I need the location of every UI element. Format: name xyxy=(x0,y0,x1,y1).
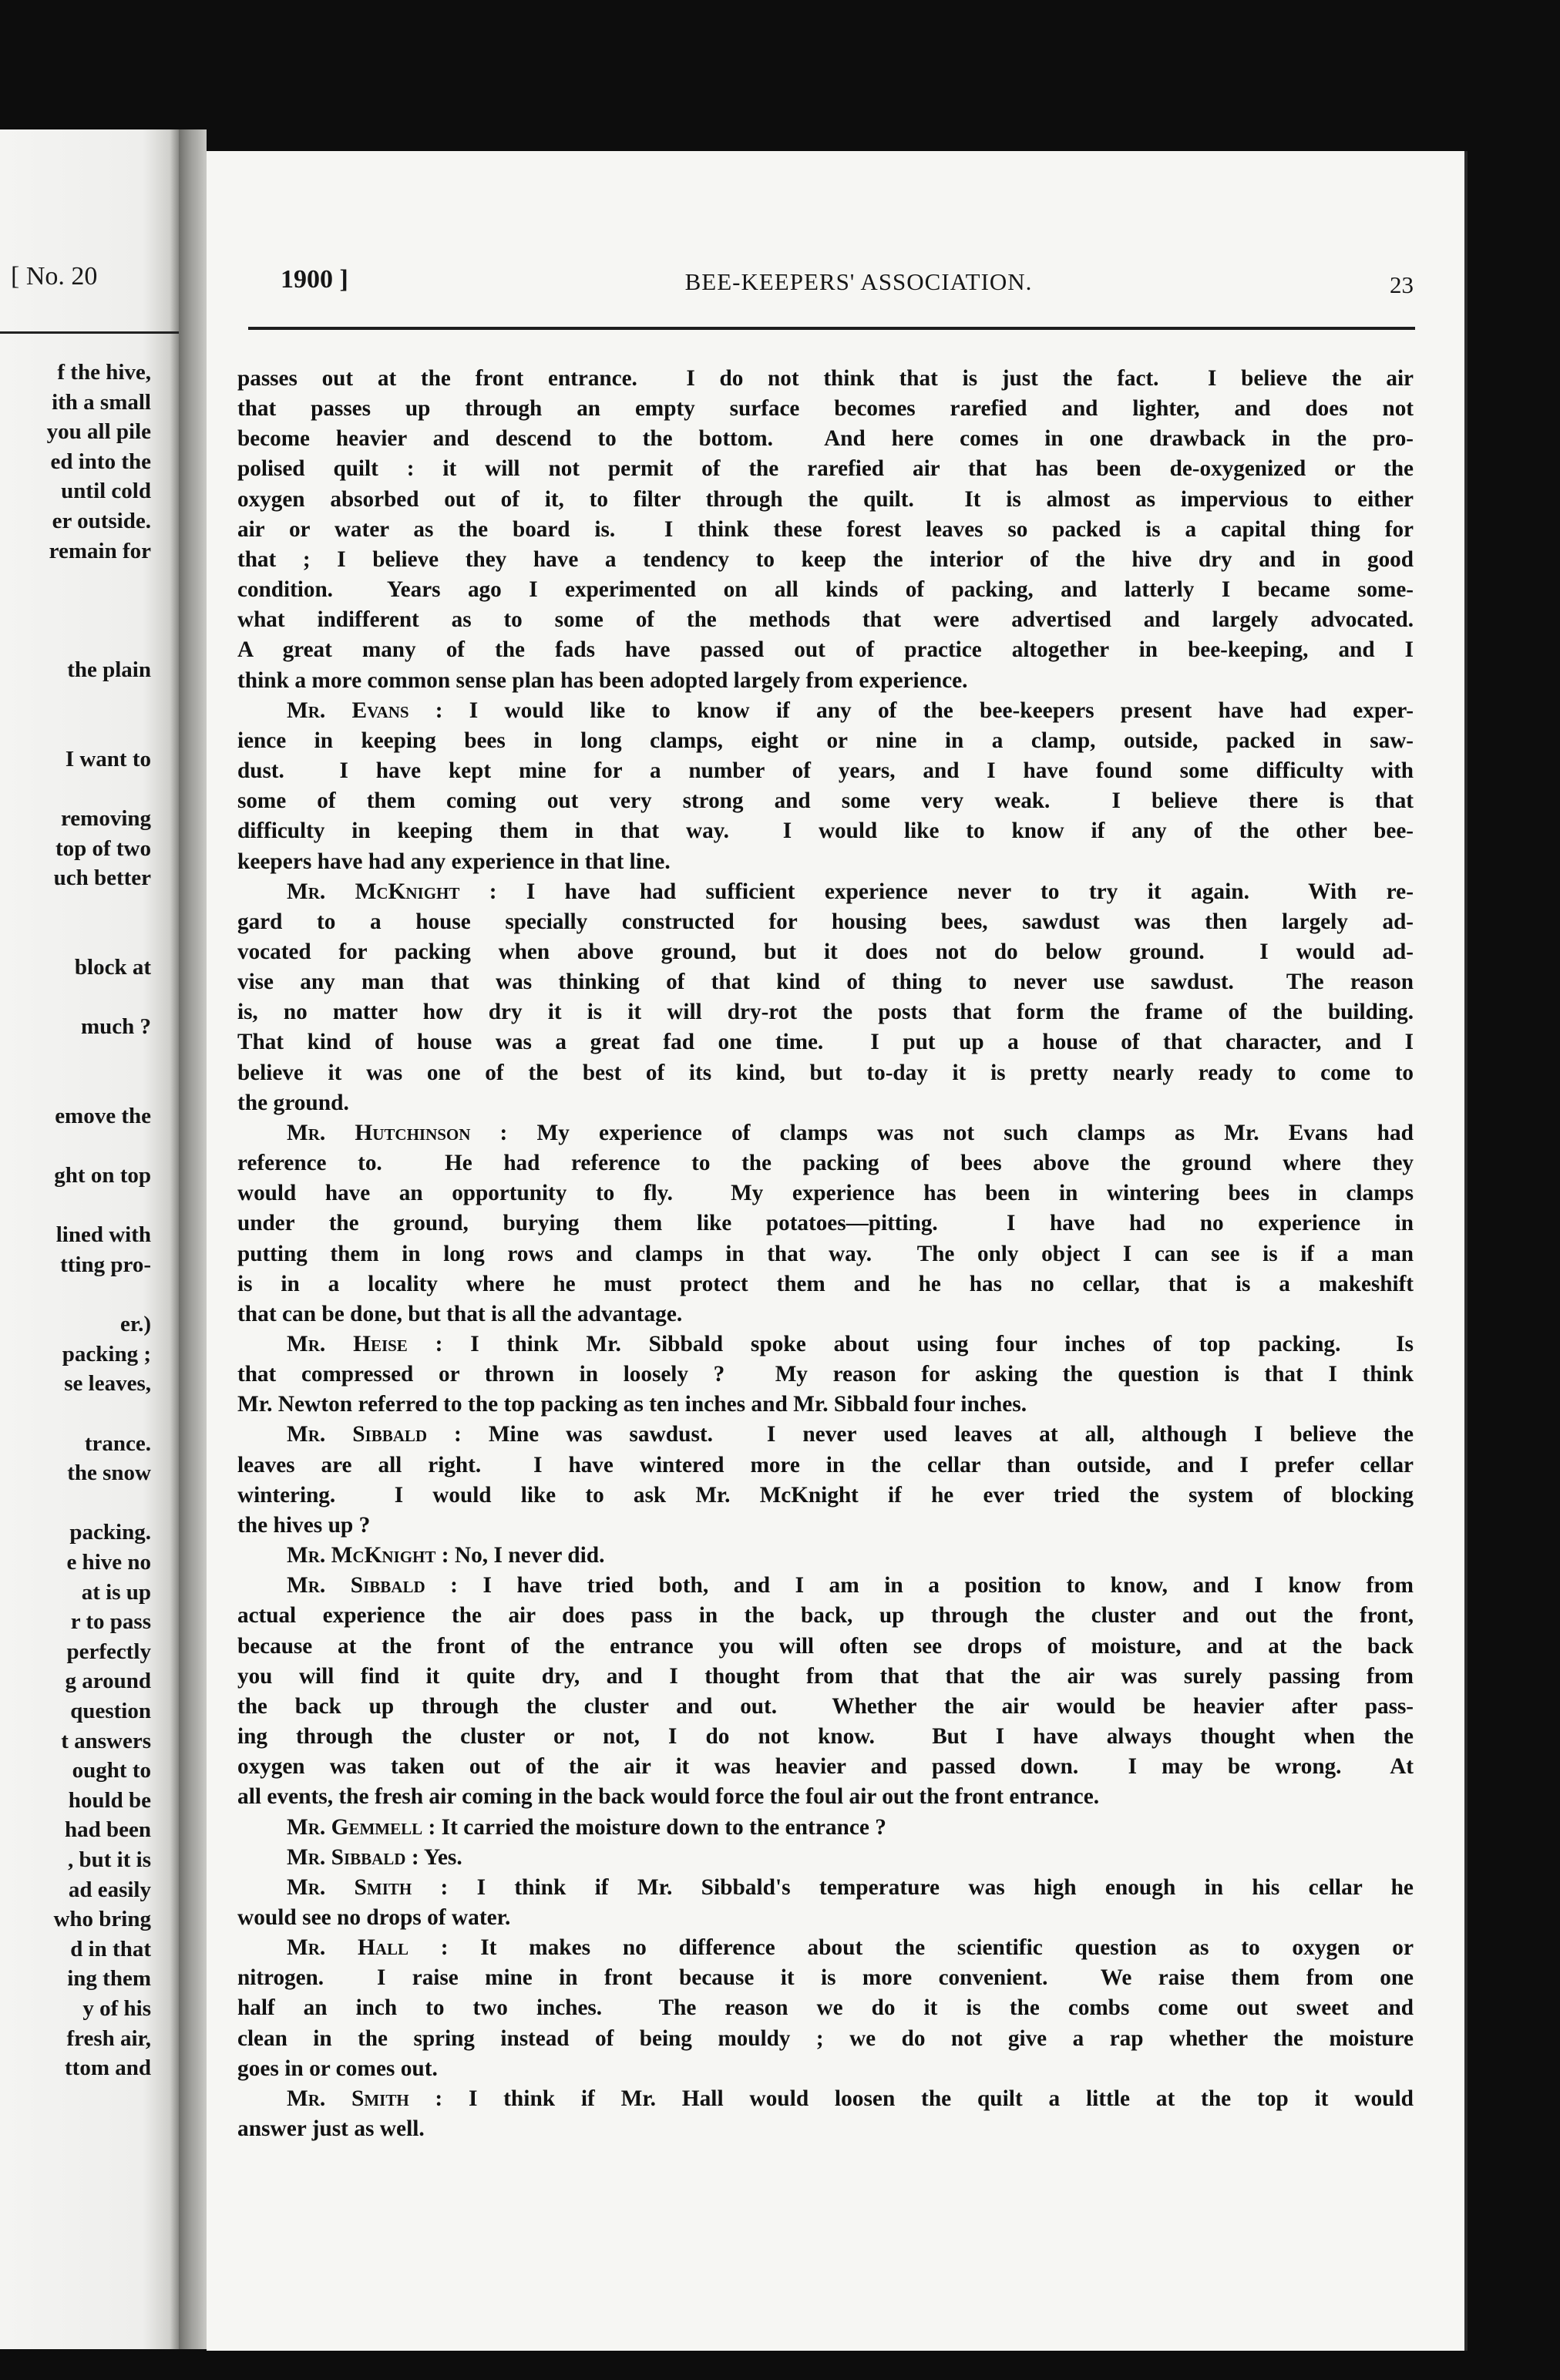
line-text: Mine was sawdust. I never used leaves at all, although I believe the xyxy=(488,1422,1414,1447)
line-text: you will find it quite dry, and I thought from that that the air was surely passing from xyxy=(237,1663,1414,1689)
body-line xyxy=(237,1148,1414,1178)
body-line xyxy=(237,967,1414,997)
speaker-name: Mr. Sibbald : xyxy=(287,1573,458,1598)
line-text: become heavier and descend to the bottom. And here comes in one drawback in the pro- xyxy=(237,426,1414,452)
body-line xyxy=(237,1993,1414,2023)
speaker-paragraph-line xyxy=(237,1571,1414,1601)
speaker-paragraph-line xyxy=(237,2084,1414,2114)
left-page-header: [ No. 20 xyxy=(11,262,98,291)
body-line xyxy=(237,1299,1414,1330)
line-text: gard to a house specially constructed for housing bees, sawdust was then largely ad- xyxy=(237,909,1414,934)
line-text: condition. Years ago I experimented on all kinds of packing, and latterly I became some- xyxy=(237,577,1414,603)
header-year: 1900 ] xyxy=(281,265,348,294)
left-fragment-line: fresh air, xyxy=(66,2025,151,2051)
body-line xyxy=(237,1178,1414,1208)
left-fragment-line: uch better xyxy=(53,866,151,891)
left-header-rule xyxy=(0,331,179,334)
left-fragment-line: r to pass xyxy=(70,1609,151,1635)
body-line xyxy=(237,666,1414,696)
left-facing-page xyxy=(0,129,179,2349)
line-text: polised quilt : it will not permit of the rarefied air that has been de-oxygenized or the xyxy=(237,456,1414,482)
line-text: It carried the moisture down to the entrance ? xyxy=(441,1814,887,1840)
left-fragment-line: er outside. xyxy=(52,509,151,533)
left-fragment-line: y of his xyxy=(82,1996,151,2021)
body-line xyxy=(237,1451,1414,1481)
line-text: ing through the cluster or not, I do not know. But I have always thought when the xyxy=(237,1724,1414,1750)
body-line xyxy=(237,1632,1414,1662)
body-line xyxy=(237,1782,1414,1812)
left-fragment-line: much ? xyxy=(80,1014,151,1040)
left-fragment-line: tting pro- xyxy=(60,1252,151,1277)
left-fragment-line: until cold xyxy=(61,479,151,504)
speaker-paragraph-line xyxy=(237,1813,1414,1843)
speaker-paragraph-line xyxy=(237,1843,1414,1873)
speaker-paragraph-line xyxy=(237,877,1414,907)
book-gutter xyxy=(179,129,207,2349)
body-line xyxy=(237,2024,1414,2054)
line-text: the ground. xyxy=(237,1090,349,1115)
left-fragment-line: remain for xyxy=(49,538,151,563)
line-text: half an inch to two inches. The reason we do it is the combs come out sweet and xyxy=(237,1995,1414,2021)
line-text: I think Mr. Sibbald spoke about using four inches of top packing. Is xyxy=(470,1332,1414,1356)
line-text: putting them in long rows and clamps in that way. The only object I can see is if a man xyxy=(237,1241,1414,1266)
left-fragment-line: f the hive, xyxy=(57,360,151,385)
body-line xyxy=(237,726,1414,756)
line-text: some of them coming out very strong and some very weak. I believe there is that xyxy=(237,788,1414,814)
line-text: Yes. xyxy=(423,1844,462,1870)
body-line xyxy=(237,786,1414,816)
left-fragment-line: ought to xyxy=(72,1758,151,1783)
line-text: that can be done, but that is all the advantage. xyxy=(237,1301,683,1326)
speaker-name: Mr. Hutchinson : xyxy=(287,1120,508,1145)
running-title: BEE-KEEPERS' ASSOCIATION. xyxy=(684,268,1033,295)
left-fragment-line: the snow xyxy=(67,1461,151,1486)
speaker-paragraph-line xyxy=(237,1873,1414,1903)
left-fragment-line: had been xyxy=(64,1817,151,1843)
body-line xyxy=(237,575,1414,605)
speaker-paragraph-line xyxy=(237,696,1414,726)
line-text: would see no drops of water. xyxy=(237,1904,511,1930)
left-fragment-line: top of two xyxy=(55,835,151,861)
line-text: I have had sufficient experience never to try it again. With re- xyxy=(526,879,1414,904)
left-fragment-line: ght on top xyxy=(54,1163,151,1188)
line-text: oxygen was taken out of the air it was heavier and passed down. I may be wrong. At xyxy=(237,1754,1414,1780)
line-text: is, no matter how dry it is it will dry-rot the posts that form the frame of the building. xyxy=(237,1000,1414,1025)
body-line xyxy=(237,1903,1414,1933)
left-fragment-line: trance. xyxy=(84,1430,151,1456)
line-text: air or water as the board is. I think these forest leaves so packed is a capital thing for xyxy=(237,516,1414,542)
speaker-paragraph-line xyxy=(237,1420,1414,1450)
speaker-name: Mr. McKnight : xyxy=(287,1543,449,1568)
body-line xyxy=(237,635,1414,665)
body-line xyxy=(237,1239,1414,1269)
speaker-name: Mr. Sibbald : xyxy=(287,1422,462,1447)
left-fragment-line: perfectly xyxy=(66,1639,151,1664)
body-line xyxy=(237,394,1414,424)
body-line xyxy=(237,1269,1414,1299)
speaker-name: Mr. Smith : xyxy=(287,2086,443,2111)
left-fragment-line: block at xyxy=(74,955,151,980)
body-line xyxy=(237,1208,1414,1239)
line-text: think a more common sense plan has been adopted largely from experience. xyxy=(237,667,968,693)
page-edge xyxy=(1464,151,1468,2351)
body-line xyxy=(237,1481,1414,1511)
running-head xyxy=(281,265,1414,305)
line-text: under the ground, burying them like potatoes—pitting. I have had no experience in xyxy=(237,1211,1414,1236)
left-fragment-line: lined with xyxy=(55,1222,151,1248)
line-text: passes out at the front entrance. I do not think that is just the fact. I believe the air xyxy=(237,366,1414,391)
left-fragment-line: se leaves, xyxy=(64,1371,151,1397)
body-line xyxy=(237,1692,1414,1722)
line-text: reference to. He had reference to the packing of bees above the ground where they xyxy=(237,1151,1414,1176)
body-line xyxy=(237,997,1414,1027)
line-text: would have an opportunity to fly. My experience has been in wintering bees in clamps xyxy=(237,1181,1414,1206)
speaker-paragraph-line xyxy=(237,1933,1414,1963)
left-fragment-line: emove the xyxy=(55,1104,151,1128)
left-fragment-line: ing them xyxy=(67,1966,151,1992)
speaker-name: Mr. Gemmell : xyxy=(287,1814,436,1840)
body-line xyxy=(237,847,1414,877)
line-text: I think if Mr. Hall would loosen the quilt a little at the top it would xyxy=(468,2086,1414,2111)
line-text: ience in keeping bees in long clamps, eight or nine in a clamp, outside, packed in saw- xyxy=(237,728,1414,753)
line-text: I think if Mr. Sibbald's temperature was high enough in his cellar he xyxy=(476,1874,1414,1900)
page-number: 23 xyxy=(1390,271,1414,298)
left-fragment-line: , but it is xyxy=(68,1847,151,1872)
body-line xyxy=(237,1601,1414,1631)
line-text: keepers have had any experience in that line. xyxy=(237,849,671,874)
line-text: actual experience the air does pass in the back, up through the cluster and out the front, xyxy=(237,1603,1414,1629)
line-text: answer just as well. xyxy=(237,2116,425,2142)
speaker-name: Mr. Hall : xyxy=(287,1935,449,1961)
body-line xyxy=(237,1027,1414,1057)
left-fragment-line: you all pile xyxy=(46,419,151,445)
left-fragment-line: e hive no xyxy=(66,1550,151,1575)
line-text: believe it was one of the best of its kind, but to-day it is pretty nearly ready to come to xyxy=(237,1060,1414,1085)
body-line xyxy=(237,756,1414,786)
line-text: My experience of clamps was not such clamps as Mr. Evans had xyxy=(536,1120,1414,1145)
line-text: that passes up through an empty surface becomes rarefied and lighter, and does not xyxy=(237,396,1414,422)
body-line xyxy=(237,424,1414,454)
body-line xyxy=(237,1088,1414,1118)
speaker-paragraph-line xyxy=(237,1330,1414,1360)
body-text xyxy=(237,364,1414,2144)
line-text: is in a locality where he must protect them and he has no cellar, that is a makeshift xyxy=(237,1271,1414,1296)
line-text: oxygen absorbed out of it, to filter through the quilt. It is almost as impervious to either xyxy=(237,486,1414,512)
speaker-name: Mr. Sibbald : xyxy=(287,1844,419,1870)
left-fragment-line: I want to xyxy=(65,746,151,771)
header-rule xyxy=(248,327,1415,330)
left-fragment-line: the plain xyxy=(67,657,151,682)
speaker-name: Mr. Smith : xyxy=(287,1874,449,1900)
left-fragment-line: ttom and xyxy=(65,2056,151,2081)
left-fragment-line: at is up xyxy=(81,1579,151,1605)
body-line xyxy=(237,1390,1414,1420)
line-text: that compressed or thrown in loosely ? My reason for asking the question is that I think xyxy=(237,1362,1414,1387)
body-line xyxy=(237,1058,1414,1088)
line-text: because at the front of the entrance you will often see drops of moisture, and at the back xyxy=(237,1633,1414,1659)
line-text: No, I never did. xyxy=(454,1543,605,1568)
left-fragment-line: who bring xyxy=(53,1907,151,1932)
left-fragment-line: g around xyxy=(65,1669,151,1694)
line-text: dust. I have kept mine for a number of years, and I have found some difficulty with xyxy=(237,758,1414,784)
body-line xyxy=(237,937,1414,967)
body-line xyxy=(237,1722,1414,1752)
line-text: the hives up ? xyxy=(237,1512,371,1538)
line-text: what indifferent as to some of the methods that were advertised and largely advocated. xyxy=(237,607,1414,633)
line-text: A great many of the fads have passed out of practice altogether in bee-keeping, and I xyxy=(237,637,1414,663)
left-fragment-line: removing xyxy=(60,806,151,831)
line-text: That kind of house was a great fad one time. I put up a house of that character, and I xyxy=(237,1030,1414,1055)
line-text: that ; I believe they have a tendency to keep the interior of the hive dry and in good xyxy=(237,546,1414,572)
left-fragment-line: packing ; xyxy=(62,1341,151,1366)
left-fragment-line: t answers xyxy=(61,1728,151,1753)
line-text: nitrogen. I raise mine in front because it is more convenient. We raise them from one xyxy=(237,1965,1414,1991)
right-page xyxy=(207,151,1464,2351)
left-fragment-line: er.) xyxy=(120,1312,151,1337)
speaker-paragraph-line xyxy=(237,1541,1414,1571)
body-line xyxy=(237,1360,1414,1390)
body-line xyxy=(237,1511,1414,1541)
speaker-name: Mr. Evans : xyxy=(287,698,443,723)
line-text: vocated for packing when above ground, but it does not do below ground. I would ad- xyxy=(237,939,1414,964)
body-line xyxy=(237,515,1414,545)
line-text: leaves are all right. I have wintered more in the cellar than outside, and I prefer cellar xyxy=(237,1452,1414,1477)
body-line xyxy=(237,605,1414,635)
body-line xyxy=(237,545,1414,575)
line-text: Mr. Newton referred to the top packing as ten inches and Mr. Sibbald four inches. xyxy=(237,1392,1027,1417)
body-line xyxy=(237,454,1414,484)
left-fragment-line: hould be xyxy=(68,1787,151,1813)
body-line xyxy=(237,2114,1414,2144)
speaker-paragraph-line xyxy=(237,1118,1414,1148)
body-line xyxy=(237,1752,1414,1782)
line-text: vise any man that was thinking of that kind of thing to never use sawdust. The reason xyxy=(237,970,1414,995)
body-line xyxy=(237,364,1414,394)
line-text: I would like to know if any of the bee-keepers present have had exper- xyxy=(469,698,1414,723)
line-text: wintering. I would like to ask Mr. McKnight if he ever tried the system of blocking xyxy=(237,1482,1414,1508)
left-fragment-line: ith a small xyxy=(52,389,151,415)
speaker-name: Mr. McKnight : xyxy=(287,879,497,904)
line-text: clean in the spring instead of being mouldy ; we do not give a rap whether the moisture xyxy=(237,2025,1414,2051)
left-fragment-line: packing. xyxy=(69,1520,151,1545)
left-fragment-line: ad easily xyxy=(68,1877,151,1902)
body-line xyxy=(237,2054,1414,2084)
body-line xyxy=(237,1662,1414,1692)
line-text: I have tried both, and I am in a position to know, and I know from xyxy=(482,1573,1414,1598)
body-line xyxy=(237,816,1414,846)
left-fragment-line: d in that xyxy=(70,1936,151,1961)
line-text: all events, the fresh air coming in the back would force the foul air out the front entrance. xyxy=(237,1784,1100,1810)
body-line xyxy=(237,907,1414,937)
body-line xyxy=(237,1963,1414,1993)
line-text: difficulty in keeping them in that way. I would like to know if any of the other bee- xyxy=(237,819,1414,844)
left-fragment-line: ed into the xyxy=(50,449,151,474)
speaker-name: Mr. Heise : xyxy=(287,1332,443,1356)
body-line xyxy=(237,485,1414,515)
left-fragment-line: question xyxy=(70,1699,151,1723)
line-text: goes in or comes out. xyxy=(237,2056,438,2081)
line-text: It makes no difference about the scientific question as to oxygen or xyxy=(480,1935,1414,1961)
line-text: the back up through the cluster and out. Whether the air would be heavier after pass- xyxy=(237,1693,1414,1719)
